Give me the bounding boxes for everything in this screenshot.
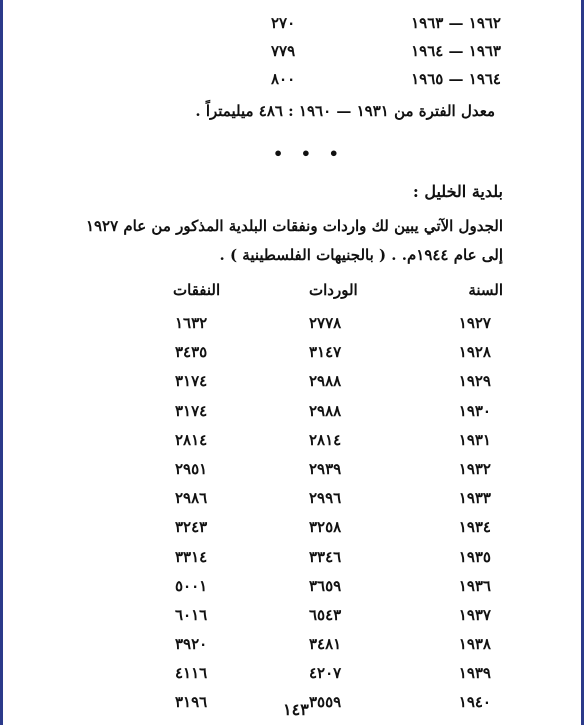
table-row [3,310,581,339]
table-row [3,456,581,485]
rainfall-period: ١٩٦٣ — ١٩٦٤ [411,42,501,60]
cell-revenue: ٣٥٥٩ [309,693,342,712]
table-header-revenue: الوردات [309,281,358,299]
table-row [3,544,581,573]
section-separator: • • • [273,144,345,163]
rainfall-amount: ٨٠٠ [271,70,296,88]
cell-revenue: ٣٣٤٦ [309,547,342,566]
intro-text-line-2: إلى عام ١٩٤٤م. . ( بالجنيهات الفلسطينية ) . [219,246,503,264]
table-row [3,339,581,368]
cell-expenses: ٣٣١٤ [175,547,208,566]
cell-expenses: ٥٠٠١ [175,576,208,595]
table-row [3,602,581,631]
cell-revenue: ٢٩٩٦ [309,489,342,508]
cell-revenue: ٦٥٤٣ [309,605,342,624]
cell-year: ١٩٢٨ [458,343,491,362]
cell-revenue: ٣٢٥٨ [309,518,342,537]
cell-revenue: ٢٩٨٨ [309,401,342,420]
cell-revenue: ٢٩٣٩ [309,459,342,478]
average-note: معدل الفترة من ١٩٣١ — ١٩٦٠ : ٤٨٦ ميليمتراً . [195,102,495,120]
cell-expenses: ٣٢٤٣ [175,518,208,537]
cell-expenses: ٢٨١٤ [175,430,208,449]
cell-year: ١٩٣٨ [458,635,491,654]
cell-year: ١٩٤٠ [458,693,491,712]
table-row [3,660,581,689]
rainfall-period: ١٩٦٤ — ١٩٦٥ [411,70,501,88]
cell-revenue: ٤٢٠٧ [309,664,342,683]
cell-revenue: ٣٤٨١ [309,635,342,654]
finance-table [3,310,581,719]
cell-year: ١٩٣٠ [458,401,491,420]
section-title: بلدية الخليل : [412,182,503,201]
cell-year: ١٩٢٩ [458,372,491,391]
table-row [3,631,581,660]
cell-year: ١٩٢٧ [458,314,491,332]
cell-revenue: ٣١٤٧ [309,343,342,362]
cell-year: ١٩٣٢ [458,459,491,478]
table-row [3,368,581,397]
cell-year: ١٩٣٩ [458,664,491,683]
table-row [3,573,581,602]
document-page [3,0,581,725]
rainfall-row [3,42,581,70]
rainfall-amount: ٢٧٠ [271,14,296,32]
cell-expenses: ٤١١٦ [175,664,208,683]
cell-expenses: ٣١٧٤ [175,401,208,420]
cell-year: ١٩٣٦ [458,576,491,595]
cell-year: ١٩٣٣ [458,489,491,508]
cell-expenses: ٣٤٣٥ [175,343,208,362]
cell-year: ١٩٣١ [458,430,491,449]
table-header-year: السنة [468,281,503,299]
table-row [3,427,581,456]
intro-text-line-1: الجدول الآتي يبين لك واردات ونفقات البلدية المذكور من عام ١٩٢٧ [85,217,503,235]
cell-revenue: ٢٩٨٨ [309,372,342,391]
cell-expenses: ٣٩٢٠ [175,635,208,654]
cell-year: ١٩٣٧ [458,605,491,624]
cell-year: ١٩٣٥ [458,547,491,566]
cell-expenses: ١٦٣٢ [175,314,208,332]
cell-year: ١٩٣٤ [458,518,491,537]
table-header-expenses: النفقات [173,281,221,299]
cell-revenue: ٢٧٧٨ [309,314,342,332]
cell-expenses: ٢٩٥١ [175,459,208,478]
cell-expenses: ٢٩٨٦ [175,489,208,508]
rainfall-row [3,14,581,42]
rainfall-row [3,70,581,98]
table-row [3,485,581,514]
cell-expenses: ٣١٧٤ [175,372,208,391]
cell-revenue: ٢٨١٤ [309,430,342,449]
table-row [3,398,581,427]
rainfall-period: ١٩٦٢ — ١٩٦٣ [411,14,501,32]
cell-revenue: ٣٦٥٩ [309,576,342,595]
page-number: ١٤٣ [283,700,309,719]
cell-expenses: ٦٠١٦ [175,605,208,624]
cell-expenses: ٣١٩٦ [175,693,208,712]
rainfall-amount: ٧٧٩ [271,42,296,60]
table-row [3,514,581,543]
